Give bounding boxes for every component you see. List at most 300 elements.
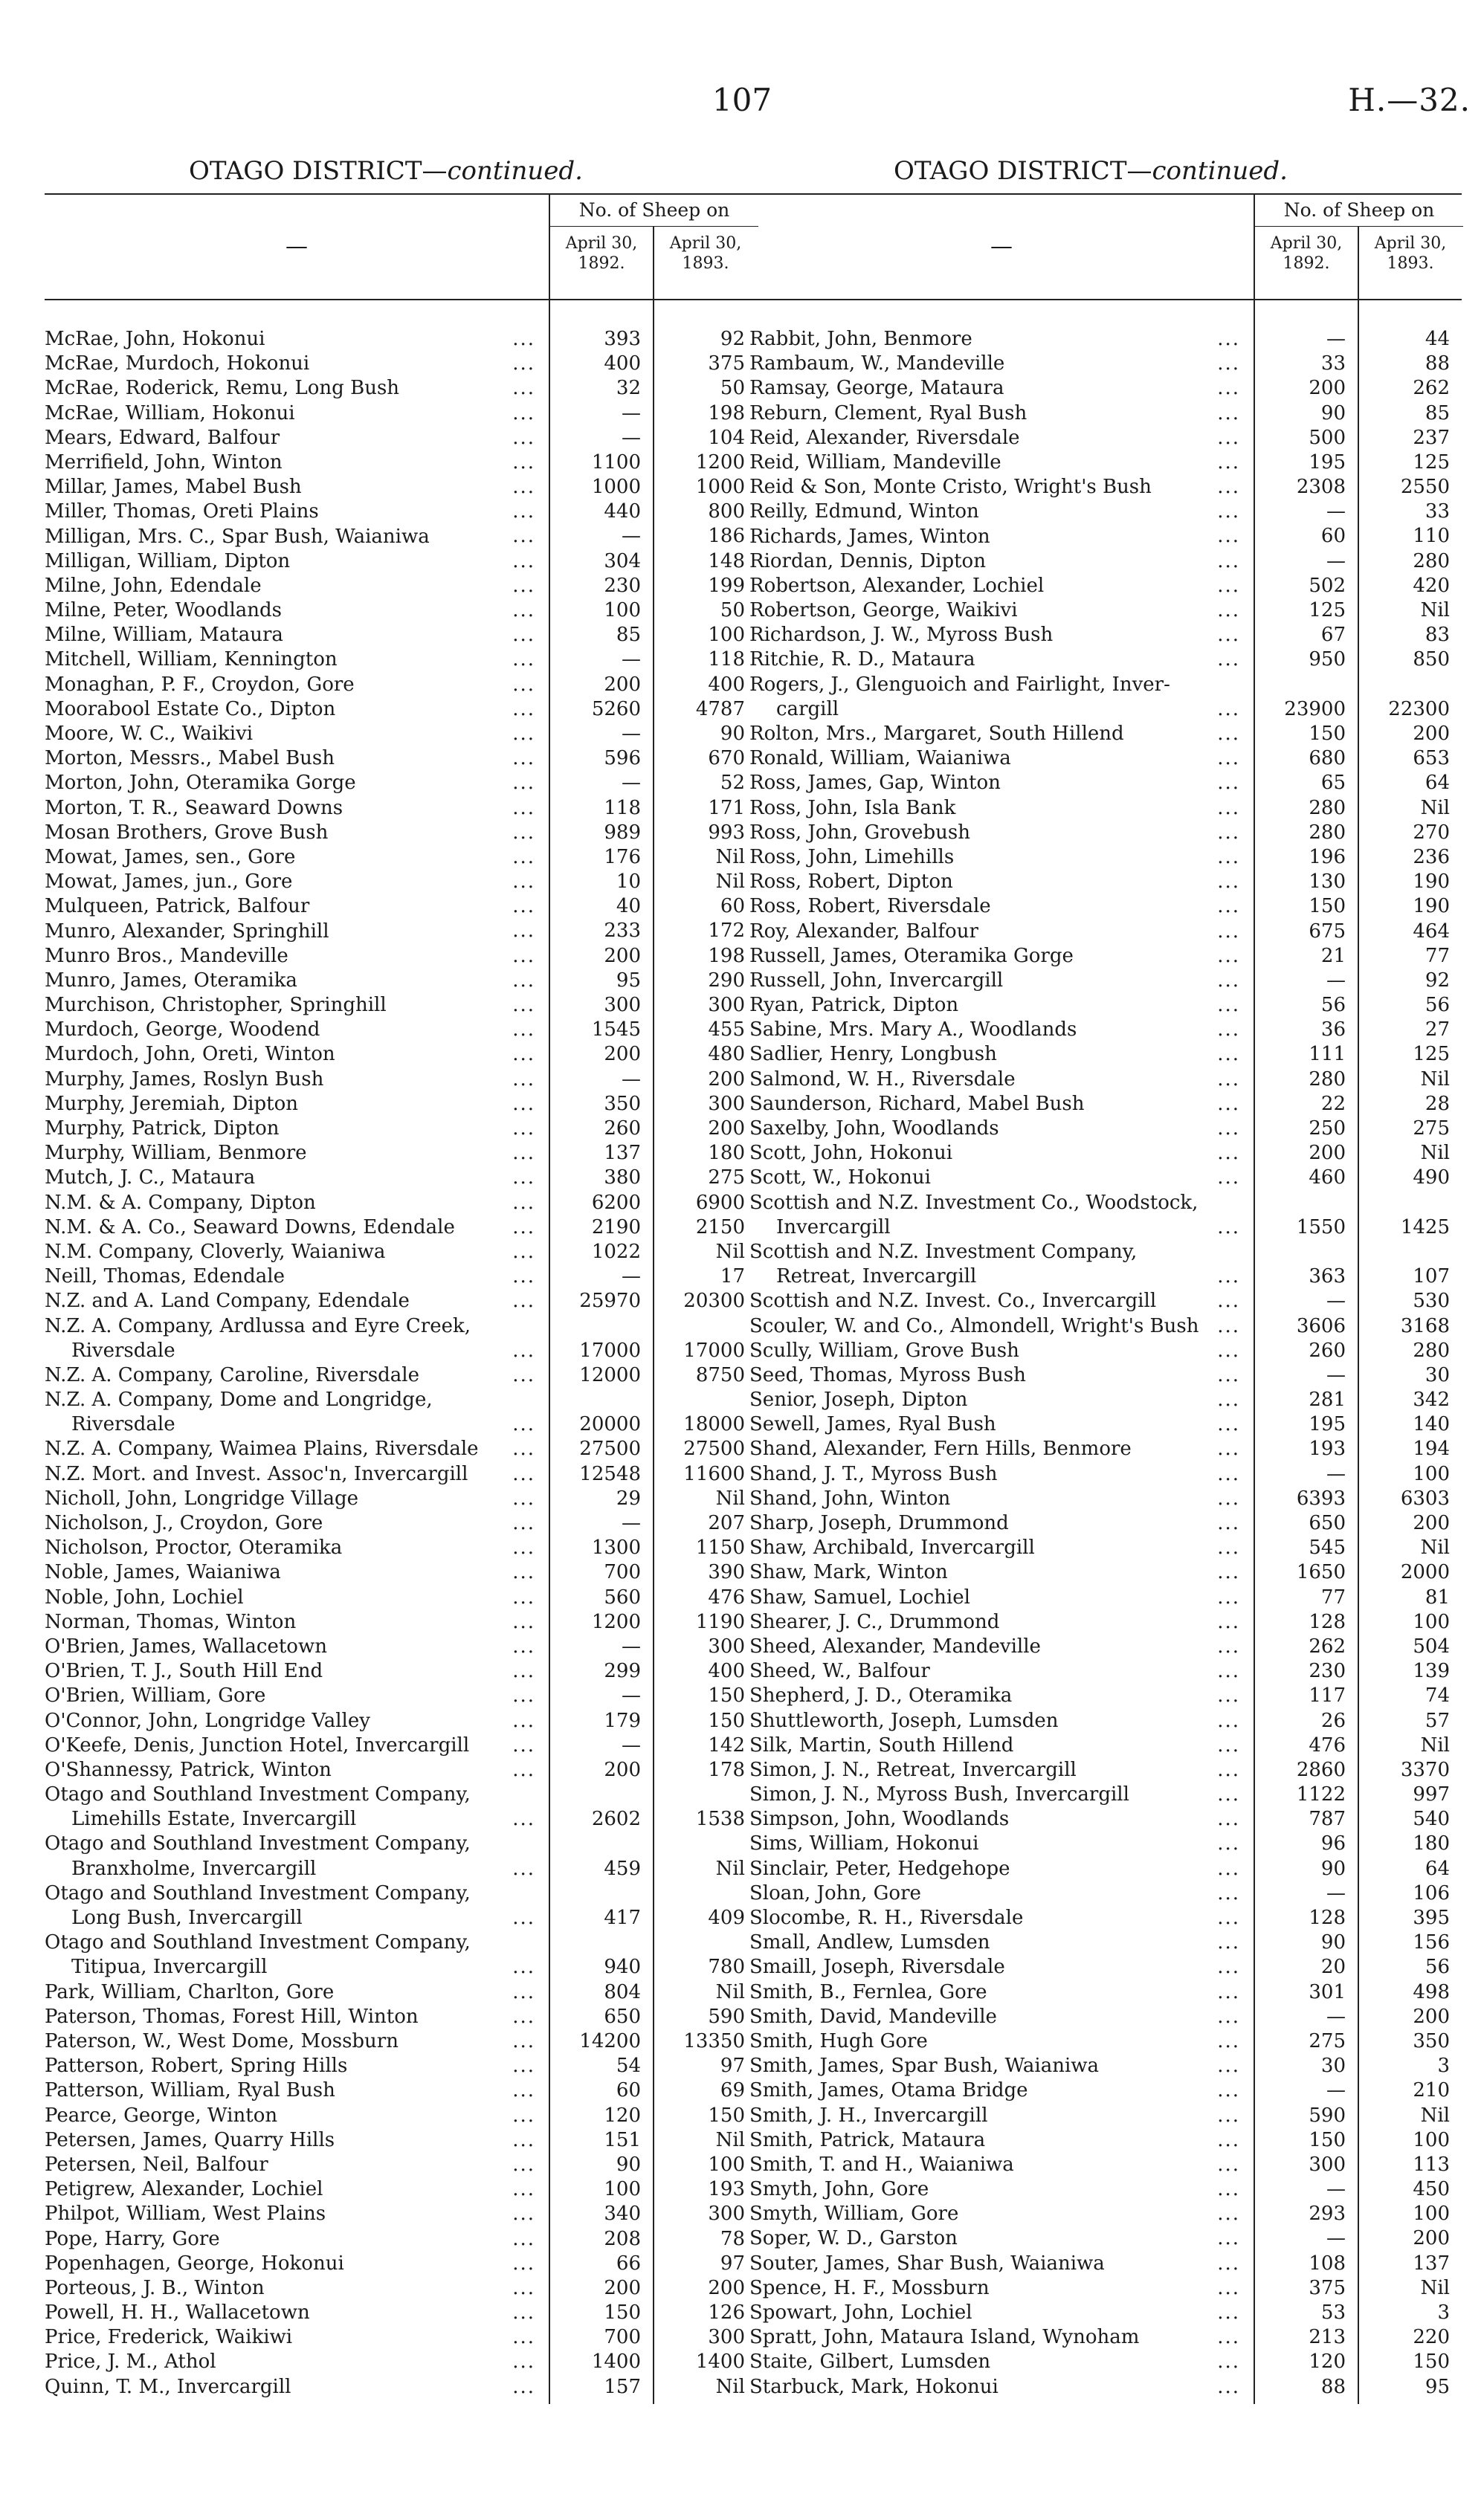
table-row xyxy=(45,2252,757,2276)
sheep-1892-value: — xyxy=(1326,2005,1346,2028)
sheep-1892-value: 680 xyxy=(1309,747,1346,770)
sheep-1892-value: 117 xyxy=(1309,1684,1346,1708)
dot-leader: ... xyxy=(1213,1117,1240,1141)
owner-name xyxy=(45,1635,549,1659)
dot-leader: ... xyxy=(1213,2202,1240,2226)
dot-leader: ... xyxy=(508,1191,535,1215)
dot-leader: ... xyxy=(508,969,535,993)
sheep-1892-value: 281 xyxy=(1309,1389,1346,1412)
sheep-1893-value: 6900 xyxy=(695,1191,745,1214)
dot-leader: ... xyxy=(1213,2104,1240,2128)
sheep-1892-value: 12548 xyxy=(579,1462,641,1485)
sheep-1893-value: 113 xyxy=(1413,2153,1450,2176)
owner-name xyxy=(749,870,1254,894)
sheep-1892-value: 700 xyxy=(604,1561,641,1584)
table-row xyxy=(45,2029,757,2054)
owner-name xyxy=(749,475,1254,500)
table-row xyxy=(749,1734,1462,1758)
owner-name xyxy=(749,1339,1254,1363)
sheep-1892-value: — xyxy=(1326,1881,1346,1904)
dot-leader: ... xyxy=(508,2128,535,2153)
owner-name-text: Mowat, James, sen., Gore xyxy=(45,845,296,868)
dot-leader: ... xyxy=(1213,1857,1240,1881)
sheep-1893-value: 142 xyxy=(708,1734,745,1757)
table-row xyxy=(45,1240,757,1264)
owner-name xyxy=(749,1560,1254,1585)
sheep-1893-value: 57 xyxy=(1425,1709,1450,1732)
dot-leader: ... xyxy=(508,1117,535,1141)
sheep-1892-value: 100 xyxy=(604,2178,641,2201)
owner-name xyxy=(45,2276,549,2301)
owner-name xyxy=(45,1092,549,1117)
sheep-1892-value: 20000 xyxy=(579,1413,641,1436)
dot-leader: ... xyxy=(1213,1487,1240,1511)
table-row xyxy=(749,796,1462,821)
sheep-1892-value: 90 xyxy=(616,2153,641,2176)
sheep-1892-value: 12000 xyxy=(579,1363,641,1386)
sheep-1893-value: 180 xyxy=(708,1142,745,1165)
owner-name-text: Otago and Southland Investment Company, xyxy=(45,1931,471,1954)
table-row xyxy=(45,870,757,894)
owner-name-text: Reid & Son, Monte Cristo, Wright's Bush xyxy=(749,476,1152,499)
owner-name-continued: Branxholme, Invercargill xyxy=(71,1857,317,1880)
table-row xyxy=(749,2005,1462,2029)
sheep-1893-value: 186 xyxy=(708,525,745,548)
sheep-1892-value: 2190 xyxy=(591,1215,641,1238)
sheep-1893-value: 1150 xyxy=(695,1537,745,1560)
owner-name-text: Saunderson, Richard, Mabel Bush xyxy=(749,1092,1085,1115)
dot-leader: ... xyxy=(508,2054,535,2078)
dot-leader: ... xyxy=(508,2375,535,2400)
sheep-1893-value: 180 xyxy=(1413,1832,1450,1855)
sheep-1892-value: — xyxy=(622,401,641,424)
sheep-1892-value: 27500 xyxy=(579,1438,641,1461)
sheep-1893-value: 262 xyxy=(1413,377,1450,400)
owner-name-text: Salmond, W. H., Riversdale xyxy=(749,1067,1016,1091)
sheep-1893-value: 50 xyxy=(720,599,745,622)
table-row xyxy=(45,2276,757,2301)
owner-name-text: Soper, W. D., Garston xyxy=(749,2227,958,2250)
table-row xyxy=(749,647,1462,672)
table-row xyxy=(749,2078,1462,2103)
sheep-group-header: No. of Sheep on xyxy=(1254,195,1463,227)
sheep-1893-value: 540 xyxy=(1413,1808,1450,1831)
owner-name xyxy=(749,426,1254,450)
district-heading xyxy=(15,149,757,193)
dot-leader: ... xyxy=(1213,1734,1240,1758)
dot-leader: ... xyxy=(1213,2177,1240,2202)
sheep-1893-value: 200 xyxy=(1413,1512,1450,1535)
owner-name-text: Ross, James, Gap, Winton xyxy=(749,772,1001,795)
owner-name xyxy=(749,1240,1254,1289)
owner-name-text: Sabine, Mrs. Mary A., Woodlands xyxy=(749,1018,1077,1041)
dot-leader: ... xyxy=(508,376,535,401)
owner-name-text: Smith, James, Otama Bridge xyxy=(749,2079,1028,2102)
owner-name xyxy=(749,1931,1254,1955)
sheep-1892-value: 88 xyxy=(1320,2375,1346,2398)
table-row xyxy=(749,1166,1462,1190)
owner-name-text: Mosan Brothers, Grove Bush xyxy=(45,821,329,844)
owner-name-text: Silk, Martin, South Hillend xyxy=(749,1734,1014,1757)
owner-name xyxy=(45,845,549,870)
owner-name-text: Mutch, J. C., Mataura xyxy=(45,1166,256,1189)
dot-leader: ... xyxy=(1213,1462,1240,1487)
table-row xyxy=(45,1462,757,1487)
dot-leader: ... xyxy=(508,771,535,795)
dot-leader: ... xyxy=(508,1487,535,1511)
dot-leader: ... xyxy=(508,993,535,1018)
sheep-1893-value: 237 xyxy=(1413,426,1450,449)
table-row xyxy=(749,1684,1462,1708)
sheep-1892-value: 128 xyxy=(1309,1610,1346,1633)
sheep-1892-value: 26 xyxy=(1320,1709,1346,1732)
sheep-1892-value: 650 xyxy=(1309,1512,1346,1535)
sheep-1892-value: 150 xyxy=(1309,895,1346,918)
table-row xyxy=(749,450,1462,475)
dot-leader: ... xyxy=(508,1610,535,1635)
table-row xyxy=(45,475,757,500)
owner-name-text: Sharp, Joseph, Drummond xyxy=(749,1512,1009,1535)
owner-name-text: Simon, J. N., Myross Bush, Invercargill xyxy=(749,1783,1129,1806)
dot-leader: ... xyxy=(1213,1289,1240,1314)
table-row xyxy=(45,327,757,352)
owner-name-text: Sadlier, Henry, Longbush xyxy=(749,1043,997,1066)
owner-name-text: Mowat, James, jun., Gore xyxy=(45,870,293,894)
owner-name xyxy=(45,2029,549,2054)
sheep-1893-value: 150 xyxy=(1413,2351,1450,2374)
sheep-1892-value: 500 xyxy=(1309,426,1346,449)
owner-name-text: Reilly, Edmund, Winton xyxy=(749,500,979,523)
sheep-1892-value: — xyxy=(622,1067,641,1091)
owner-name-text: Riordan, Dennis, Dipton xyxy=(749,549,986,572)
sheep-1892-value: 200 xyxy=(604,2276,641,2299)
table-row xyxy=(45,1264,757,1289)
table-row xyxy=(749,352,1462,376)
table-row xyxy=(749,2276,1462,2301)
sheep-1892-value: 65 xyxy=(1320,772,1346,795)
dot-leader: ... xyxy=(508,1067,535,1092)
owner-name-text: Shepherd, J. D., Oteramika xyxy=(749,1684,1013,1708)
table-row xyxy=(45,993,757,1018)
owner-name xyxy=(749,1462,1254,1487)
dot-leader: ... xyxy=(508,1734,535,1758)
dot-leader: ... xyxy=(1213,475,1240,500)
owner-name-text: Scottish and N.Z. Invest. Co., Invercargill xyxy=(749,1290,1157,1313)
district-suffix: continued. xyxy=(1152,156,1288,186)
sheep-1893-value: 290 xyxy=(708,969,745,992)
sheep-1892-value: 195 xyxy=(1309,1413,1346,1436)
owner-name xyxy=(749,1117,1254,1141)
owner-name-text: Scully, William, Grove Bush xyxy=(749,1339,1019,1362)
owner-name xyxy=(749,1067,1254,1092)
sheep-1892-value: 1300 xyxy=(591,1537,641,1560)
owner-name-text: Shand, J. T., Myross Bush xyxy=(749,1462,998,1485)
sheep-1892-value: 299 xyxy=(604,1660,641,1683)
table-row xyxy=(749,722,1462,746)
table-row xyxy=(45,1758,757,1783)
owner-name-text: Ramsay, George, Mataura xyxy=(749,377,1004,400)
dot-leader: ... xyxy=(508,327,535,352)
year-1892-header: April 30, 1892. xyxy=(1254,226,1358,299)
dot-leader: ... xyxy=(1213,1412,1240,1437)
sheep-1892-value: — xyxy=(1326,500,1346,523)
owner-name-text: Smith, B., Fernlea, Gore xyxy=(749,1980,987,2003)
table-row xyxy=(45,500,757,524)
sheep-1893-value: 476 xyxy=(708,1586,745,1609)
owner-name xyxy=(749,969,1254,993)
sheep-1892-value: 1022 xyxy=(591,1240,641,1263)
owner-name xyxy=(749,2301,1254,2325)
table-row xyxy=(749,870,1462,894)
table-row xyxy=(749,2226,1462,2251)
sheep-1893-value: 110 xyxy=(1413,525,1450,548)
owner-name-text: Milne, John, Edendale xyxy=(45,574,262,597)
owner-name xyxy=(749,1610,1254,1635)
dot-leader: ... xyxy=(1213,1955,1240,1980)
sheep-1893-value: 171 xyxy=(708,796,745,819)
sheep-1893-value: 395 xyxy=(1413,1907,1450,1930)
dot-leader: ... xyxy=(508,2177,535,2202)
owner-name-text: Reid, Alexander, Riversdale xyxy=(749,426,1020,449)
sheep-1892-value: 193 xyxy=(1309,1438,1346,1461)
table-row xyxy=(45,2301,757,2325)
owner-name-text: Petigrew, Alexander, Lochiel xyxy=(45,2178,323,2201)
sheep-1893-value: 137 xyxy=(1413,2252,1450,2275)
sheep-1893-value: Nil xyxy=(715,870,745,894)
owner-name xyxy=(45,1659,549,1684)
owner-name xyxy=(749,1018,1254,1042)
table-row xyxy=(749,623,1462,647)
owner-name xyxy=(749,993,1254,1018)
table-row xyxy=(45,574,757,598)
sheep-1892-value: 340 xyxy=(604,2203,641,2226)
sheep-1892-value: — xyxy=(622,1265,641,1288)
sheep-1892-value: 230 xyxy=(1309,1660,1346,1683)
sheep-1892-value: 300 xyxy=(1309,2153,1346,2176)
dot-leader: ... xyxy=(508,1215,535,1240)
sheep-1892-value: — xyxy=(622,426,641,449)
dot-leader: ... xyxy=(1213,352,1240,376)
owner-name xyxy=(45,1734,549,1758)
dot-leader: ... xyxy=(1213,1166,1240,1190)
dot-leader: ... xyxy=(508,525,535,549)
dot-leader: ... xyxy=(1213,1635,1240,1659)
owner-name xyxy=(45,2202,549,2226)
sheep-1893-value: 56 xyxy=(1425,1956,1450,1979)
dot-leader: ... xyxy=(508,2005,535,2029)
sheep-1893-value: 97 xyxy=(720,2055,745,2078)
table-row xyxy=(45,1635,757,1659)
owner-name-continued: Riversdale xyxy=(71,1339,175,1362)
table-row xyxy=(749,1511,1462,1536)
sheep-1892-value: 675 xyxy=(1309,920,1346,943)
table-row xyxy=(45,2153,757,2177)
owner-name xyxy=(45,993,549,1018)
owner-name-text: Saxelby, John, Woodlands xyxy=(749,1117,999,1140)
owner-name-text: Shaw, Mark, Winton xyxy=(749,1561,948,1584)
dot-leader: ... xyxy=(508,2350,535,2374)
sheep-1893-value: 210 xyxy=(1413,2079,1450,2102)
owner-name xyxy=(45,574,549,598)
dot-leader: ... xyxy=(1213,647,1240,672)
sheep-1893-value: 300 xyxy=(708,994,745,1017)
owner-name-text: Morton, T. R., Seaward Downs xyxy=(45,796,343,819)
sheep-1892-value: 304 xyxy=(604,549,641,572)
sheep-1892-value: 195 xyxy=(1309,450,1346,474)
owner-name xyxy=(749,2226,1254,2251)
owner-name-text: Munro, Alexander, Springhill xyxy=(45,920,329,943)
sheep-1893-value: 220 xyxy=(1413,2326,1450,2349)
table-row xyxy=(749,1042,1462,1067)
dot-leader: ... xyxy=(1213,2128,1240,2153)
sheep-1892-value: 950 xyxy=(1309,648,1346,671)
table-row xyxy=(749,1388,1462,1412)
dot-leader: ... xyxy=(1213,1511,1240,1536)
table-row xyxy=(749,2202,1462,2226)
owner-name xyxy=(749,1437,1254,1461)
sheep-1893-value: 390 xyxy=(708,1561,745,1584)
sheep-1893-value: 400 xyxy=(708,673,745,696)
sheep-1892-value: 90 xyxy=(1320,1857,1346,1880)
table-row xyxy=(749,1906,1462,1931)
owner-name-text: Rabbit, John, Benmore xyxy=(749,328,972,350)
sheep-1892-value: 200 xyxy=(604,1758,641,1781)
sheep-1892-value: 213 xyxy=(1309,2326,1346,2349)
owner-name-text: Smyth, William, Gore xyxy=(749,2203,959,2226)
owner-name xyxy=(749,1635,1254,1659)
sheep-1893-value: 504 xyxy=(1413,1635,1450,1658)
table-row xyxy=(45,2005,757,2029)
sheep-1892-value: — xyxy=(1326,327,1346,350)
sheep-1892-value: 1400 xyxy=(591,2351,641,2374)
owner-name-text: Souter, James, Shar Bush, Waianiwa xyxy=(749,2252,1105,2275)
dot-leader: ... xyxy=(508,1980,535,2005)
sheep-1892-value: 700 xyxy=(604,2326,641,2349)
table-row xyxy=(45,376,757,401)
owner-name-text: Pearce, George, Winton xyxy=(45,2104,278,2127)
table-row xyxy=(45,450,757,475)
sheep-1892-value: 1122 xyxy=(1296,1783,1346,1806)
sheep-1892-value: — xyxy=(622,1684,641,1708)
sheep-1893-value: 64 xyxy=(1425,1857,1450,1880)
year-1892-header: April 30, 1892. xyxy=(549,226,653,299)
sheep-1892-value: 440 xyxy=(604,500,641,523)
table-row xyxy=(749,1931,1462,1955)
owner-name-text: Scouler, W. and Co., Almondell, Wright's Bush xyxy=(749,1314,1199,1337)
owner-name-text: McRae, John, Hokonui xyxy=(45,328,265,350)
sheep-1892-value: 6393 xyxy=(1296,1487,1346,1510)
owner-name-text: Starbuck, Mark, Hokonui xyxy=(749,2375,999,2398)
dot-leader: ... xyxy=(1213,845,1240,870)
sheep-1892-value: 54 xyxy=(616,2055,641,2078)
owner-name xyxy=(45,1240,549,1264)
dot-leader: ... xyxy=(508,1586,535,1610)
year-1893-header: April 30, 1893. xyxy=(653,226,757,299)
dot-leader: ... xyxy=(508,1166,535,1190)
dot-leader: ... xyxy=(508,1709,535,1734)
table-row xyxy=(749,1092,1462,1117)
dot-leader: ... xyxy=(1213,993,1240,1018)
sheep-1892-value: 21 xyxy=(1320,944,1346,967)
page-number: 107 xyxy=(712,82,772,118)
dot-leader: ... xyxy=(1213,549,1240,574)
dot-leader: ... xyxy=(508,1758,535,1783)
sheep-1892-value: 14200 xyxy=(579,2030,641,2053)
owner-name xyxy=(45,1881,549,1931)
sheep-1892-value: 400 xyxy=(604,352,641,375)
table-row xyxy=(749,1314,1462,1339)
dot-leader: ... xyxy=(508,1363,535,1388)
owner-name-text: Monaghan, P. F., Croydon, Gore xyxy=(45,673,355,696)
dot-leader: ... xyxy=(508,1462,535,1487)
sheep-1893-value: 198 xyxy=(708,401,745,424)
table-row xyxy=(45,1586,757,1610)
sheep-1893-value: Nil xyxy=(1420,599,1450,622)
owner-name xyxy=(45,920,549,944)
sheep-1893-value: 2550 xyxy=(1400,476,1450,499)
table-row xyxy=(45,2054,757,2078)
sheep-1893-value: 13350 xyxy=(683,2030,745,2053)
dot-leader: ... xyxy=(1213,1067,1240,1092)
sheep-1893-value: 3 xyxy=(1437,2301,1450,2324)
dot-leader: ... xyxy=(1213,1018,1240,1042)
table-row xyxy=(45,845,757,870)
owner-name xyxy=(749,2375,1254,2400)
dot-leader: ... xyxy=(508,401,535,426)
owner-name-text: Pope, Harry, Gore xyxy=(45,2227,220,2250)
sheep-1892-value: 300 xyxy=(604,994,641,1017)
sheep-1892-value: 56 xyxy=(1320,994,1346,1017)
sheep-1893-value: 8750 xyxy=(695,1363,745,1386)
owner-name-text: Shaw, Samuel, Lochiel xyxy=(749,1586,970,1609)
owner-name-text: Smith, James, Spar Bush, Waianiwa xyxy=(749,2055,1100,2078)
sheep-1893-value: 198 xyxy=(708,944,745,967)
owner-name xyxy=(45,376,549,401)
dot-leader: ... xyxy=(1213,2350,1240,2374)
owner-name-text: Petersen, James, Quarry Hills xyxy=(45,2128,335,2151)
dot-leader: ... xyxy=(1213,401,1240,426)
sheep-1892-value: — xyxy=(1326,2227,1346,2250)
dot-leader: ... xyxy=(1213,697,1240,722)
sheep-1893-value: Nil xyxy=(1420,1067,1450,1091)
table-row xyxy=(45,1536,757,1560)
owner-name-text: N.M. & A. Co., Seaward Downs, Edendale xyxy=(45,1215,455,1238)
table-row xyxy=(45,2078,757,2103)
table-row xyxy=(749,1610,1462,1635)
dot-leader: ... xyxy=(508,2325,535,2350)
sheep-1892-value: 250 xyxy=(1309,1117,1346,1140)
table-row xyxy=(45,1610,757,1635)
sheep-1893-value: 17 xyxy=(720,1265,745,1288)
dot-leader: ... xyxy=(1213,574,1240,598)
owner-name-continued: Limehills Estate, Invercargill xyxy=(71,1808,357,1831)
table-row xyxy=(749,1659,1462,1684)
dot-leader: ... xyxy=(1213,1314,1240,1339)
sheep-1892-value: — xyxy=(622,525,641,548)
sheep-1892-value: 650 xyxy=(604,2005,641,2028)
sheep-1892-value: 150 xyxy=(604,2301,641,2324)
owner-name-text: Paterson, Thomas, Forest Hill, Winton xyxy=(45,2005,419,2028)
dot-leader: ... xyxy=(1213,2029,1240,2054)
table-row xyxy=(45,2177,757,2202)
sheep-1893-value: 44 xyxy=(1425,327,1450,350)
dot-leader: ... xyxy=(1213,500,1240,524)
table-row xyxy=(749,376,1462,401)
owner-name xyxy=(749,1684,1254,1708)
dot-leader: ... xyxy=(1213,1807,1240,1832)
dot-leader: ... xyxy=(508,2301,535,2325)
dot-leader: ... xyxy=(508,2252,535,2276)
